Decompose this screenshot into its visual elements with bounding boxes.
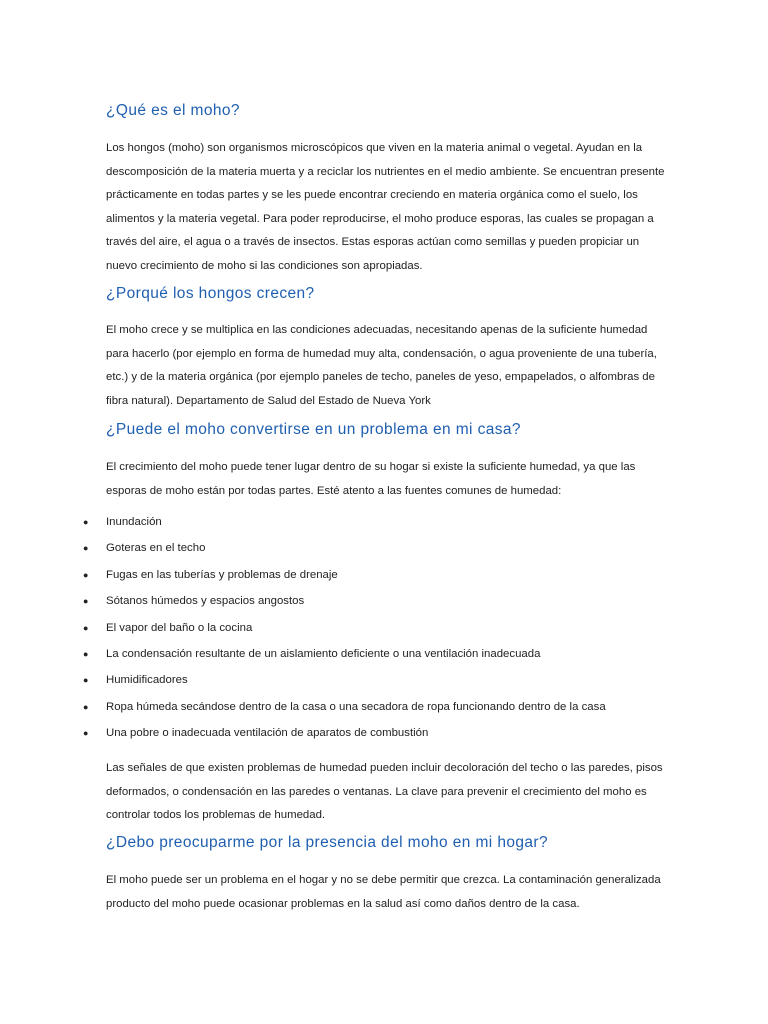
list-item: ● Una pobre o inadecuada ventilación de aparatos de combustión (0, 723, 660, 749)
paragraph-problema-en-casa: El crecimiento del moho puede tener lugar dentro de su hogar si existe la suficiente humedad, ya que las esporas de moho están por todas partes. Esté atento a las fuentes comunes de humedad: (106, 461, 636, 497)
heading-que-es-el-moho: ¿Qué es el moho? (106, 102, 240, 119)
bullet-icon: ● (83, 517, 89, 527)
section-body-que-es (106, 137, 666, 278)
list-item: ● Humidificadores (0, 670, 660, 696)
section-body-preocuparme (106, 869, 666, 916)
bullet-icon: ● (83, 648, 89, 659)
heading-debo-preocuparme: ¿Debo preocuparme por la presencia del moho en mi hogar? (106, 834, 548, 851)
bullet-icon: ● (83, 701, 89, 712)
humidity-sources-list (0, 512, 660, 750)
list-item: ● El vapor del baño o la cocina (0, 618, 660, 644)
paragraph-senales-humedad: Las señales de que existen problemas de humedad pueden incluir decoloración del techo o las paredes, pisos deformados, o condensación en las paredes o ventanas. La clave para prevenir el crecimiento del moho es controlar todos los problemas de humedad. (106, 762, 663, 821)
list-item: ● La condensación resultante de un aislamiento deficiente o una ventilación inadecuada (0, 644, 660, 670)
section-body-porque (106, 319, 666, 413)
paragraph-debo-preocuparme: El moho puede ser un problema en el hogar y no se debe permitir que crezca. La contaminación generalizada producto del moho puede ocasionar problemas en la salud así como daños dentro de la casa. (106, 874, 661, 910)
section-closing-problema (106, 757, 666, 828)
bullet-icon: ● (83, 675, 89, 686)
list-item: ● Fugas en las tuberías y problemas de drenaje (0, 565, 660, 591)
list-item: ● Sótanos húmedos y espacios angostos (0, 591, 660, 617)
list-item: ● Goteras en el techo (0, 538, 660, 564)
list-item: ● Inundación (0, 512, 660, 538)
section-heading-preocuparme (106, 833, 666, 853)
bullet-icon: ● (83, 728, 89, 739)
heading-problema-en-casa: ¿Puede el moho convertirse en un problema en mi casa? (106, 421, 521, 438)
section-heading-porque (106, 284, 666, 304)
bullet-icon: ● (83, 622, 89, 633)
section-body-problema (106, 456, 666, 503)
heading-porque-crecen: ¿Porqué los hongos crecen? (106, 285, 315, 302)
paragraph-porque-crecen: El moho crece y se multiplica en las condiciones adecuadas, necesitando apenas de la suficiente humedad para hacerlo (por ejemplo en forma de humedad muy alta, condensación, o agua proveniente de una tubería, etc.) y de la materia orgánica (por ejemplo paneles de techo, paneles de yeso, empapelados, o alfombras de fibra natural). Departamento de Salud del Estado de Nueva York (106, 324, 657, 407)
paragraph-que-es-el-moho: Los hongos (moho) son organismos microscópicos que viven en la materia animal o vegetal. Ayudan en la descomposición de la materia muerta y a reciclar los nutrientes en el medio ambiente. Se encuentran presente prácticamente en todas partes y se les puede encontrar creciendo en materia orgánica como el suelo, los alimentos y la materia vegetal. Para poder reproducirse, el moho produce esporas, las cuales se propagan a través del aire, el agua o a través de insectos. Estas esporas actúan como semillas y pueden propiciar un nuevo crecimiento de moho si las condiciones son apropiadas. (106, 142, 665, 272)
bullet-icon: ● (83, 596, 89, 607)
bullet-icon: ● (83, 543, 89, 554)
list-item: ● Ropa húmeda secándose dentro de la casa o una secadora de ropa funcionando dentro de la casa (0, 697, 660, 723)
section-heading-problema (106, 420, 666, 440)
section-heading-que-es (106, 101, 666, 121)
bullet-icon: ● (83, 569, 89, 580)
